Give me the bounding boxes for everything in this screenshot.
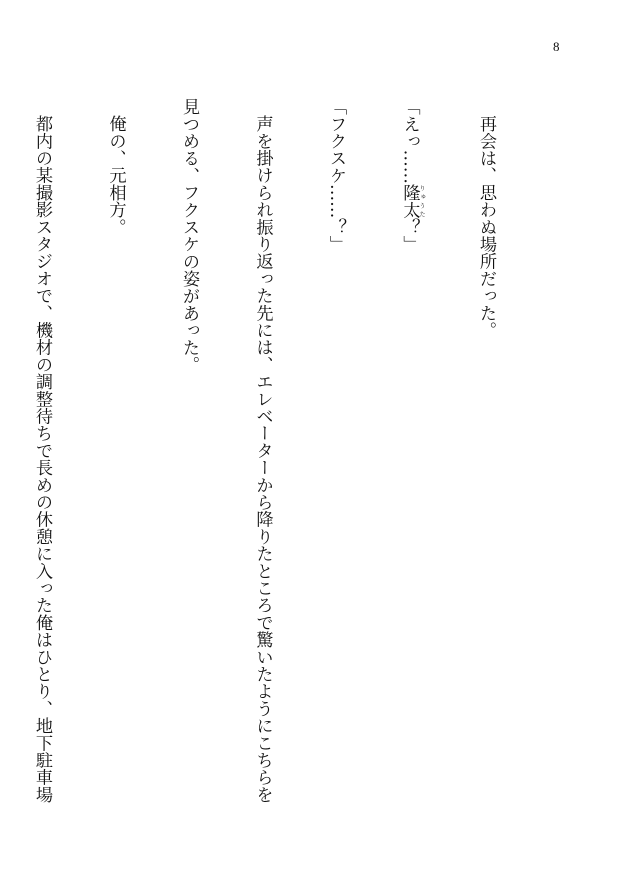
page-number: 8 [553,39,560,54]
body-text [0,98,547,813]
ruby-word [399,183,425,219]
text-line: 俺の、元相方。 [105,115,126,236]
text-segment: 「えっ…… [399,98,420,184]
text-line: 再会は、思わぬ場所だった。 [476,115,496,339]
text-line: 見つめる、フクスケの姿があった。 [179,98,199,374]
ruby-base: 隆太 [399,183,420,219]
text-line: 「フクスケ……？」 [326,98,346,253]
text-line [397,98,425,813]
text-segment: ？」 [399,218,420,253]
ruby-reading: りゅうた [418,183,425,219]
text-line: 都内の某撮影スタジオで、機材の調整待ちで長めの休憩に入った俺はひとり、地下駐車場 [32,115,52,804]
text-line: 声を掛けられ振り返った先には、エレベーターから降りたところで驚いたようにこちらを [252,115,273,804]
